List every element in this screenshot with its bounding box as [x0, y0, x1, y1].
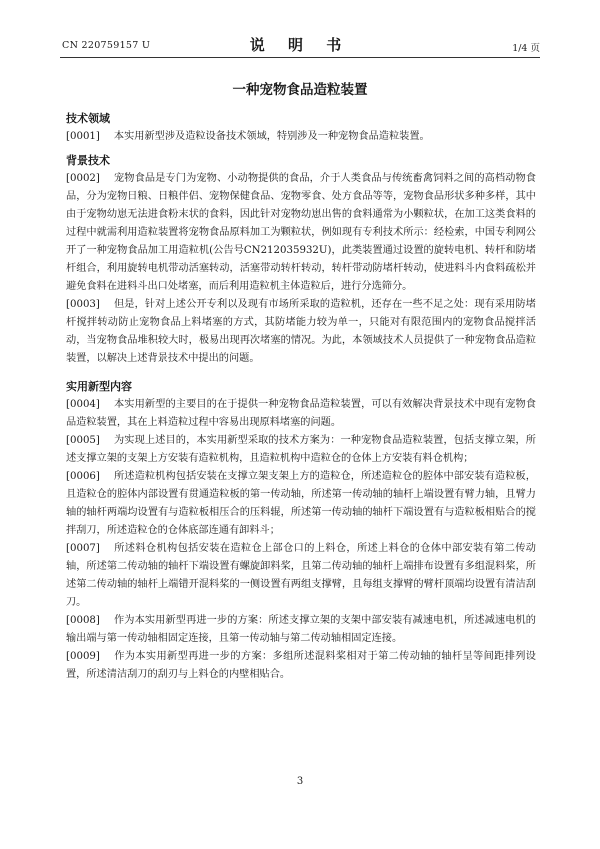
- document-title: 一种宠物食品造粒装置: [232, 82, 368, 98]
- paragraph-number: [0004]: [66, 399, 100, 410]
- section-heading-content: 实用新型内容: [66, 380, 132, 393]
- paragraph-text: 宠物食品是专门为宠物、小动物提供的食品，介于人类食品与传统畜禽饲料之间的高档动物食品，分为宠物日粮、日粮伴侣、宠物保健食品、宠物零食、处方食品等等，宠物食品形状多种多样，其中由于宠物幼崽无法进食粉末状的食料，因此针对宠物幼崽出售的食料通常为小颗粒状，在加工这类食料的过程中就需利用造粒装置将宠物食品原料加工为颗粒状，例如现有专利技术所示：经检索，中国专利网公开了一种宠物食品加工用造粒机(公告号CN212035932U)，此类装置通过设置的旋转电机、转杆和防堵杆组合，利用旋转电机带动活塞转动，活塞带动转杆转动，转杆带动防堵杆转动，使进料斗内食料疏松并避免食料在进料斗出口处堵塞，而后利用造粒机主体造粒后，进行分选筛分。: [66, 173, 536, 292]
- paragraph-text: 所述料仓机构包括安装在造粒仓上部仓口的上料仓，所述上料仓的仓体中部安装有第二传动轴，所述第二传动轴的轴杆下端设置有螺旋卸料桨，且第二传动轴的轴杆上端排布设置有多组混料桨，所述第二传动轴的轴杆上端错开混料桨的一侧设置有两组支撑臂，且每组支撑臂的臂杆顶端均设置有清洁刮刀。: [66, 543, 536, 608]
- paragraph-number: [0009]: [66, 651, 100, 662]
- paragraph-0003: [66, 296, 536, 368]
- paragraph-0001: [66, 128, 536, 146]
- header-rule: [60, 57, 540, 58]
- header-title: 说 明 书: [249, 36, 351, 54]
- paragraph-number: [0007]: [66, 543, 100, 554]
- page-info: 1/4 页: [512, 43, 540, 54]
- document-number: CN 220759157 U: [62, 40, 151, 51]
- paragraph-number: [0002]: [66, 173, 100, 184]
- paragraph-0007: [66, 540, 536, 612]
- paragraph-0002: [66, 170, 536, 296]
- paragraph-0008: [66, 612, 536, 648]
- section-heading-tech-field: 技术领域: [66, 112, 110, 125]
- paragraph-text: 作为本实用新型再进一步的方案：所述支撑立架的支架中部安装有减速电机，所述减速电机的输出端与第一传动轴相固定连接，且第一传动轴与第二传动轴相固定连接。: [66, 615, 536, 644]
- document-body: [66, 110, 536, 684]
- paragraph-number: [0003]: [66, 299, 100, 310]
- paragraph-0004: [66, 396, 536, 432]
- paragraph-0009: [66, 648, 536, 684]
- paragraph-text: 所述造粒机构包括安装在支撑立架支架上方的造粒仓，所述造粒仓的腔体中部安装有造粒板，且造粒仓的腔体内部设置有贯通造粒板的第一传动轴，所述第一传动轴的轴杆上端设置有臂力轴，且臂力轴的轴杆两端均设置有与造粒板相压合的压料辊，所述第一传动轴的轴杆下端设置有与造粒板相贴合的搅拌刮刀，所述造粒仓的仓体底部连通有卸料斗；: [66, 471, 536, 536]
- paragraph-number: [0005]: [66, 435, 100, 446]
- paragraph-text: 本实用新型的主要目的在于提供一种宠物食品造粒装置，可以有效解决背景技术中现有宠物食品造粒装置，其在上料造粒过程中容易出现原料堵塞的问题。: [66, 399, 536, 428]
- paragraph-text: 但是，针对上述公开专利以及现有市场所采取的造粒机，还存在一些不足之处：现有采用防堵杆搅拌转动防止宠物食品上料堵塞的方式，其防堵能力较为单一，只能对有限范围内的宠物食品搅拌活动，当宠物食品堆积较大时，极易出现再次堵塞的情况。为此，本领域技术人员提供了一种宠物食品造粒装置，以解决上述背景技术中提出的问题。: [66, 299, 536, 364]
- paragraph-text: 本实用新型涉及造粒设备技术领域，特别涉及一种宠物食品造粒装置。: [113, 131, 430, 142]
- page-header: [0, 0, 600, 60]
- paragraph-text: 作为本实用新型再进一步的方案：多组所述混料桨相对于第二传动轴的轴杆呈等间距排列设置，所述清洁刮刀的刮刃与上料仓的内壁相贴合。: [66, 651, 536, 680]
- page-number: 3: [296, 776, 304, 787]
- paragraph-number: [0006]: [66, 471, 100, 482]
- paragraph-0006: [66, 468, 536, 540]
- paragraph-0005: [66, 432, 536, 468]
- paragraph-text: 为实现上述目的，本实用新型采取的技术方案为：一种宠物食品造粒装置，包括支撑立架，所述支撑立架的支架上方安装有造粒机构，且造粒机构中造粒仓的仓体上方安装有料仓机构；: [66, 435, 536, 464]
- paragraph-number: [0008]: [66, 615, 100, 626]
- paragraph-number: [0001]: [66, 131, 100, 142]
- section-heading-background: 背景技术: [66, 154, 110, 167]
